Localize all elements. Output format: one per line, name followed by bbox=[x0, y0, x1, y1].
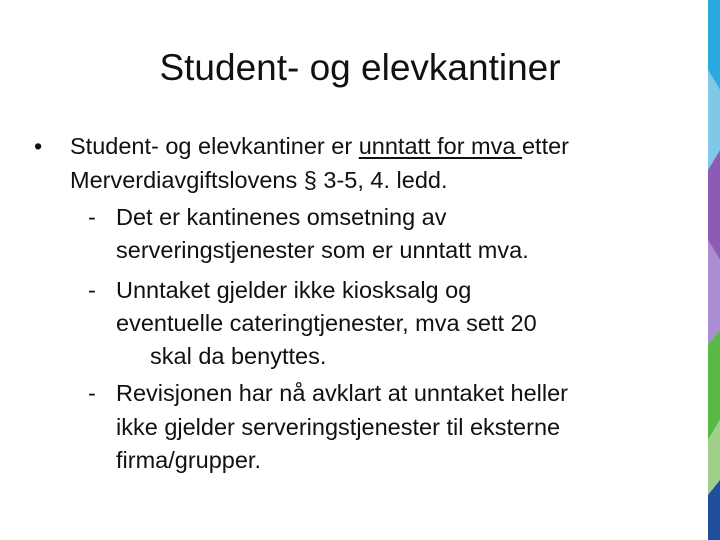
sub-point-1-line-1: Det er kantinenes omsetning av bbox=[116, 204, 447, 230]
sub-point-1-line-2: serveringstjenester som er unntatt mva. bbox=[116, 237, 529, 263]
sub-point-dash: - bbox=[88, 380, 96, 406]
sub-point-3-line-1: Revisjonen har nå avklart at unntaket heller bbox=[116, 380, 568, 406]
bullet-glyph: • bbox=[34, 133, 43, 159]
sub-point-3-line-3: firma/grupper. bbox=[116, 447, 261, 473]
sub-point-dash: - bbox=[88, 204, 96, 230]
main-point-suffix: etter bbox=[521, 133, 570, 159]
main-point-prefix: Student- og elevkantiner er bbox=[70, 133, 359, 159]
sub-point-2-line-2: eventuelle cateringtjenester, mva sett 20 bbox=[116, 310, 537, 336]
sub-point-dash: - bbox=[88, 277, 96, 303]
slide-title: Student- og elevkantiner bbox=[159, 47, 561, 88]
decorative-side-stripe bbox=[708, 0, 720, 540]
sub-point-3-line-2: ikke gjelder serveringstjenester til eksterne bbox=[116, 414, 561, 440]
sub-point-2-line-1: Unntaket gjelder ikke kiosksalg og bbox=[116, 277, 472, 303]
main-point-underlined: unntatt for mva bbox=[358, 133, 522, 159]
main-point-line-2: Merverdiavgiftslovens § 3-5, 4. ledd. bbox=[70, 167, 448, 193]
sub-point-2-line-3: skal da benyttes. bbox=[150, 343, 327, 369]
main-point-line-1 bbox=[70, 132, 569, 160]
